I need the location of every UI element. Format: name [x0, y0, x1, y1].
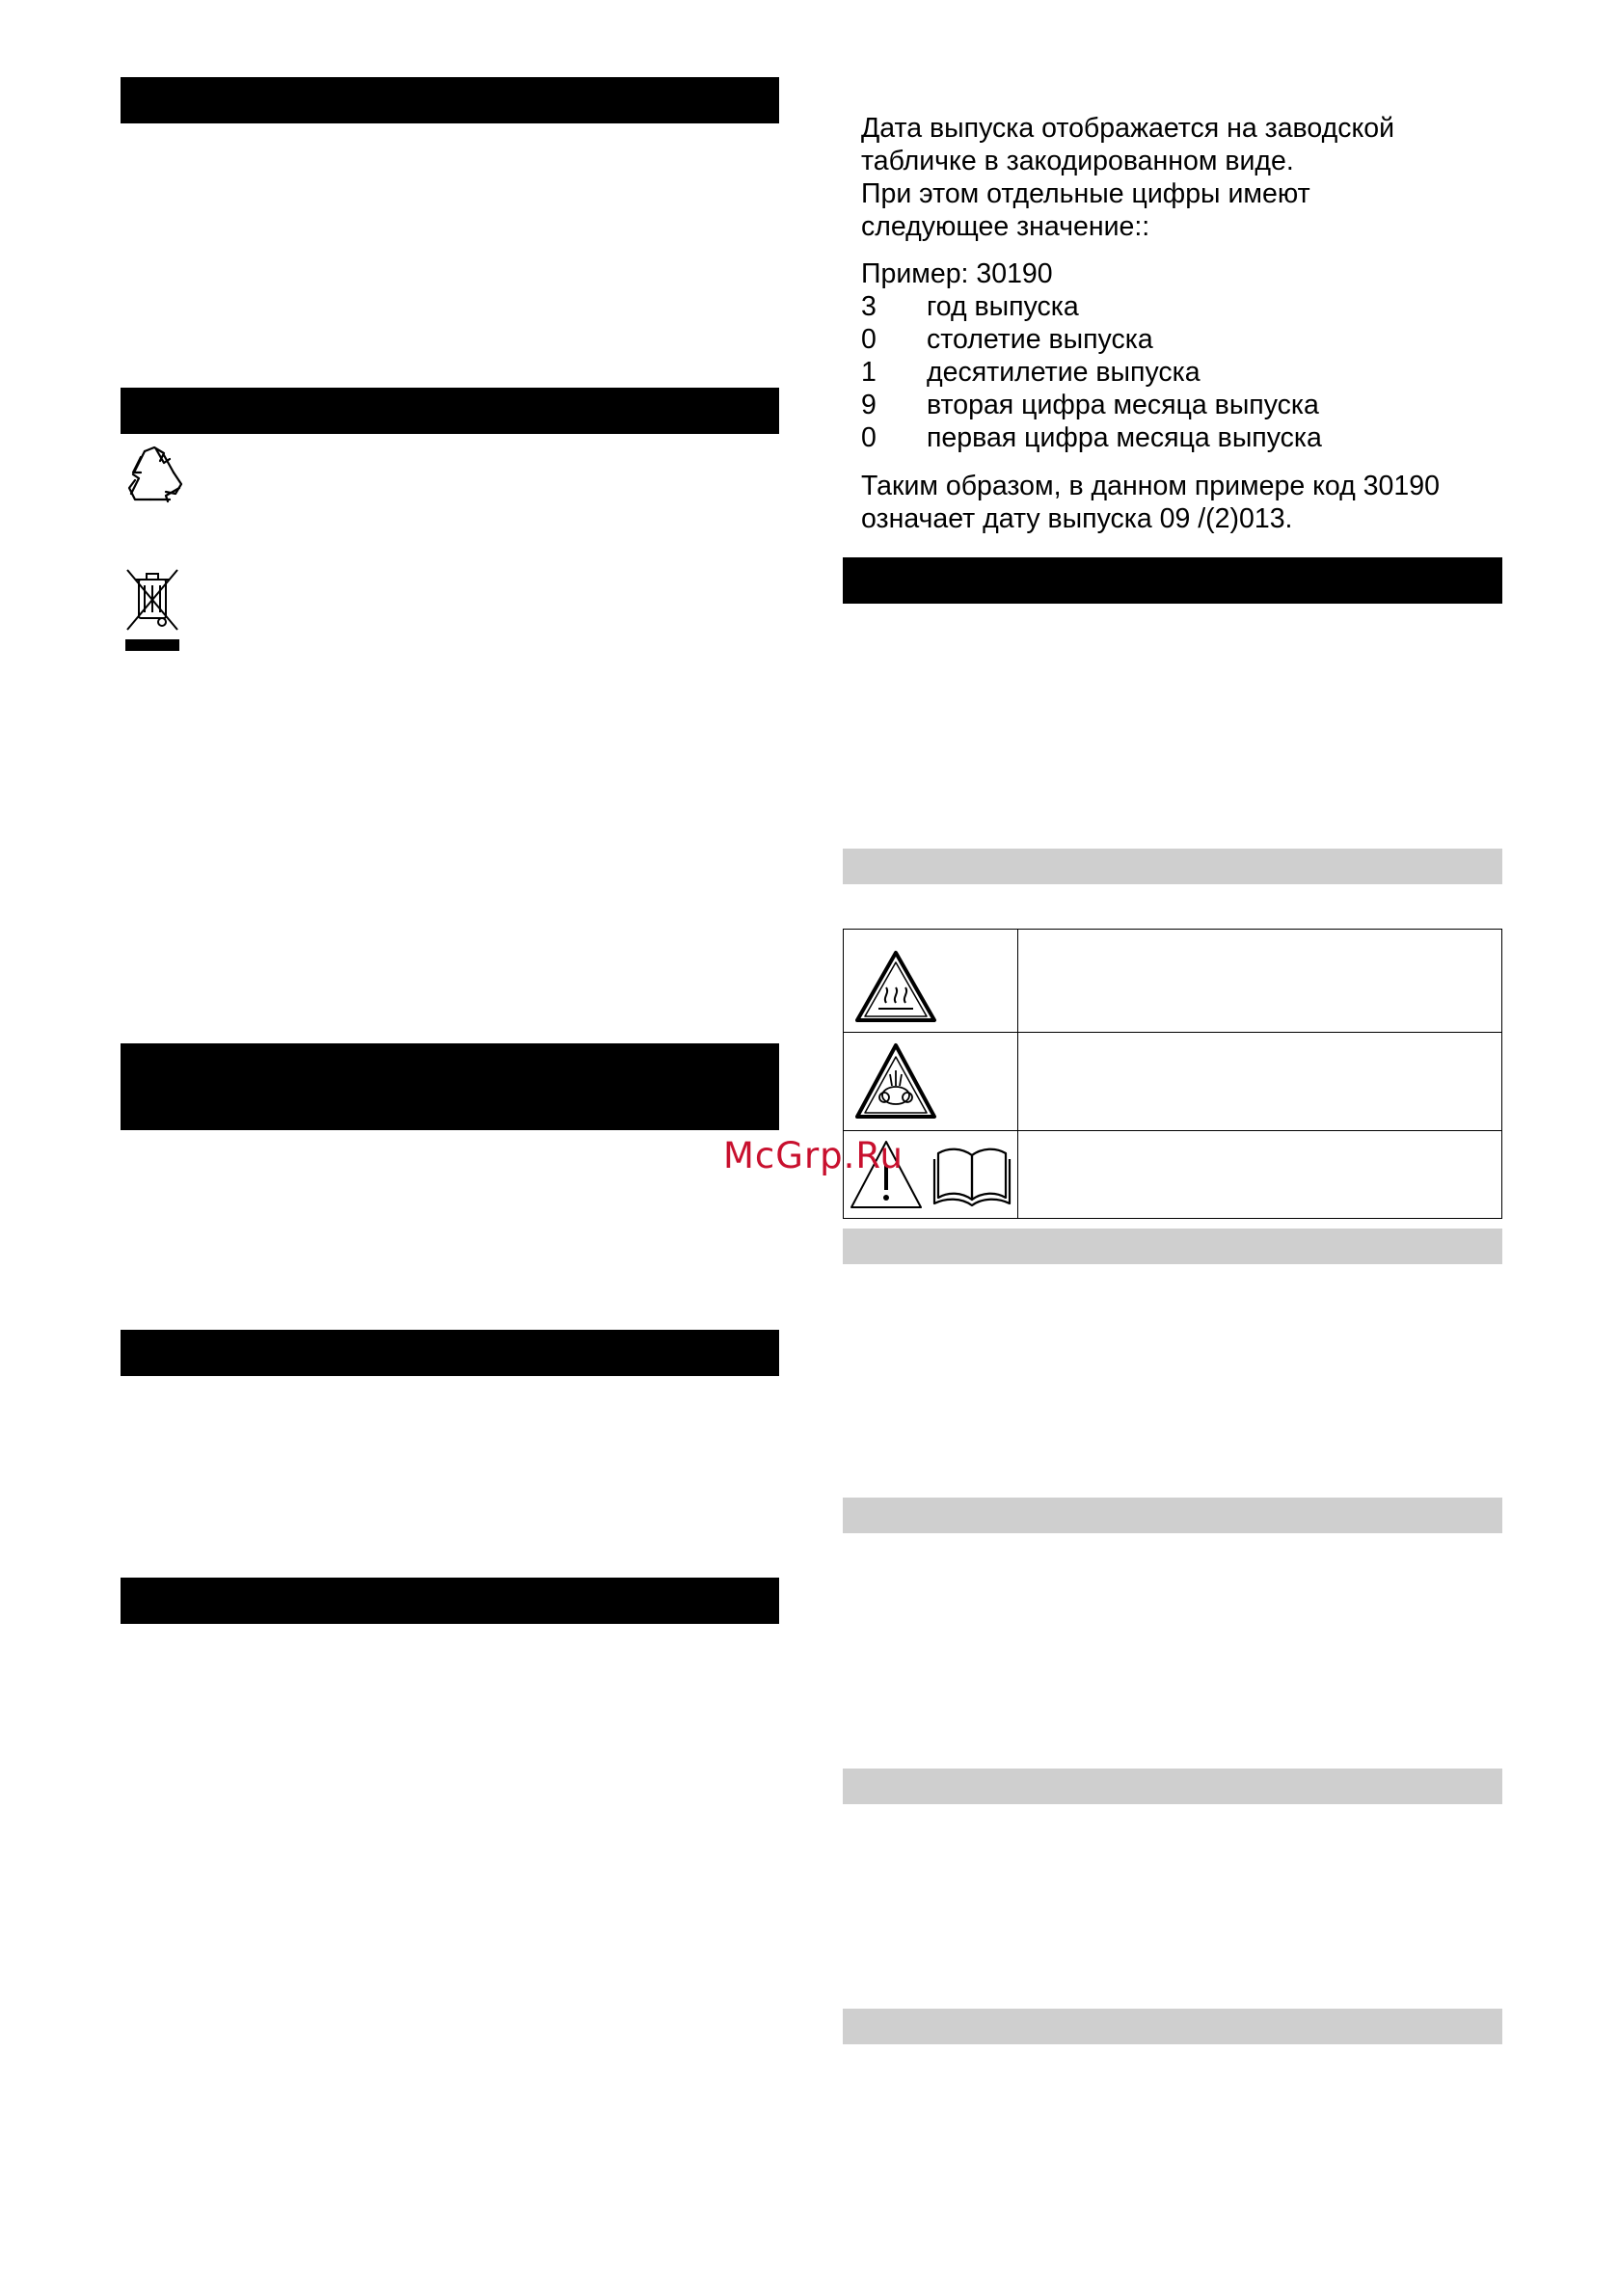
code-row: [861, 356, 1322, 389]
code-row: [861, 323, 1322, 356]
date-code-example: [861, 257, 1322, 454]
table-row: [844, 1032, 1501, 1131]
table-row: [844, 930, 1501, 1033]
date-code-paragraph: [861, 112, 1394, 243]
subsection-bar-1: [843, 849, 1502, 884]
date-code-conclusion: [861, 470, 1440, 535]
subsection-bar-2: [843, 1229, 1502, 1264]
steam-warning-icon: [853, 1041, 938, 1122]
code-row: [861, 389, 1322, 421]
table-row: [844, 1130, 1501, 1220]
code-digit: 0: [861, 422, 877, 453]
section-header-bar-3: [121, 1043, 779, 1130]
code-digit: 1: [861, 357, 877, 388]
paragraph-line: При этом отдельные цифры имеют: [861, 178, 1310, 209]
recycle-icon: [121, 444, 187, 505]
section-header-bar-1: [121, 77, 779, 123]
code-meaning: десятилетие выпуска: [927, 357, 1201, 388]
code-row: [861, 290, 1322, 323]
code-meaning: вторая цифра месяца выпуска: [927, 390, 1319, 420]
section-header-bar-5: [121, 1578, 779, 1624]
subsection-bar-5: [843, 2009, 1502, 2044]
read-manual-icon: [932, 1142, 1012, 1209]
code-digit: 9: [861, 390, 877, 420]
conclusion-line: Таким образом, в данном примере код 30190: [861, 471, 1440, 501]
section-header-bar-4: [121, 1330, 779, 1376]
crossed-out-bin-icon: [123, 566, 181, 655]
code-digit: 0: [861, 324, 877, 355]
safety-symbol-table: [843, 929, 1502, 1219]
example-label: Пример: 30190: [861, 258, 1053, 289]
paragraph-line: Дата выпуска отображается на заводской: [861, 113, 1395, 144]
subsection-bar-4: [843, 1769, 1502, 1804]
paragraph-line: следующее значение::: [861, 211, 1150, 242]
section-header-bar-right: [843, 557, 1502, 604]
subsection-bar-3: [843, 1498, 1502, 1533]
code-meaning: год выпуска: [927, 291, 1079, 322]
watermark: McGrp.Ru: [723, 1135, 904, 1176]
conclusion-line: означает дату выпуска 09 /(2)013.: [861, 503, 1293, 534]
code-row: [861, 421, 1322, 454]
code-meaning: первая цифра месяца выпуска: [927, 422, 1322, 453]
paragraph-line: табличке в закодированном виде.: [861, 146, 1294, 176]
hot-surface-warning-icon: [853, 949, 938, 1026]
code-digit: 3: [861, 291, 877, 322]
code-meaning: столетие выпуска: [927, 324, 1153, 355]
section-header-bar-2: [121, 388, 779, 434]
